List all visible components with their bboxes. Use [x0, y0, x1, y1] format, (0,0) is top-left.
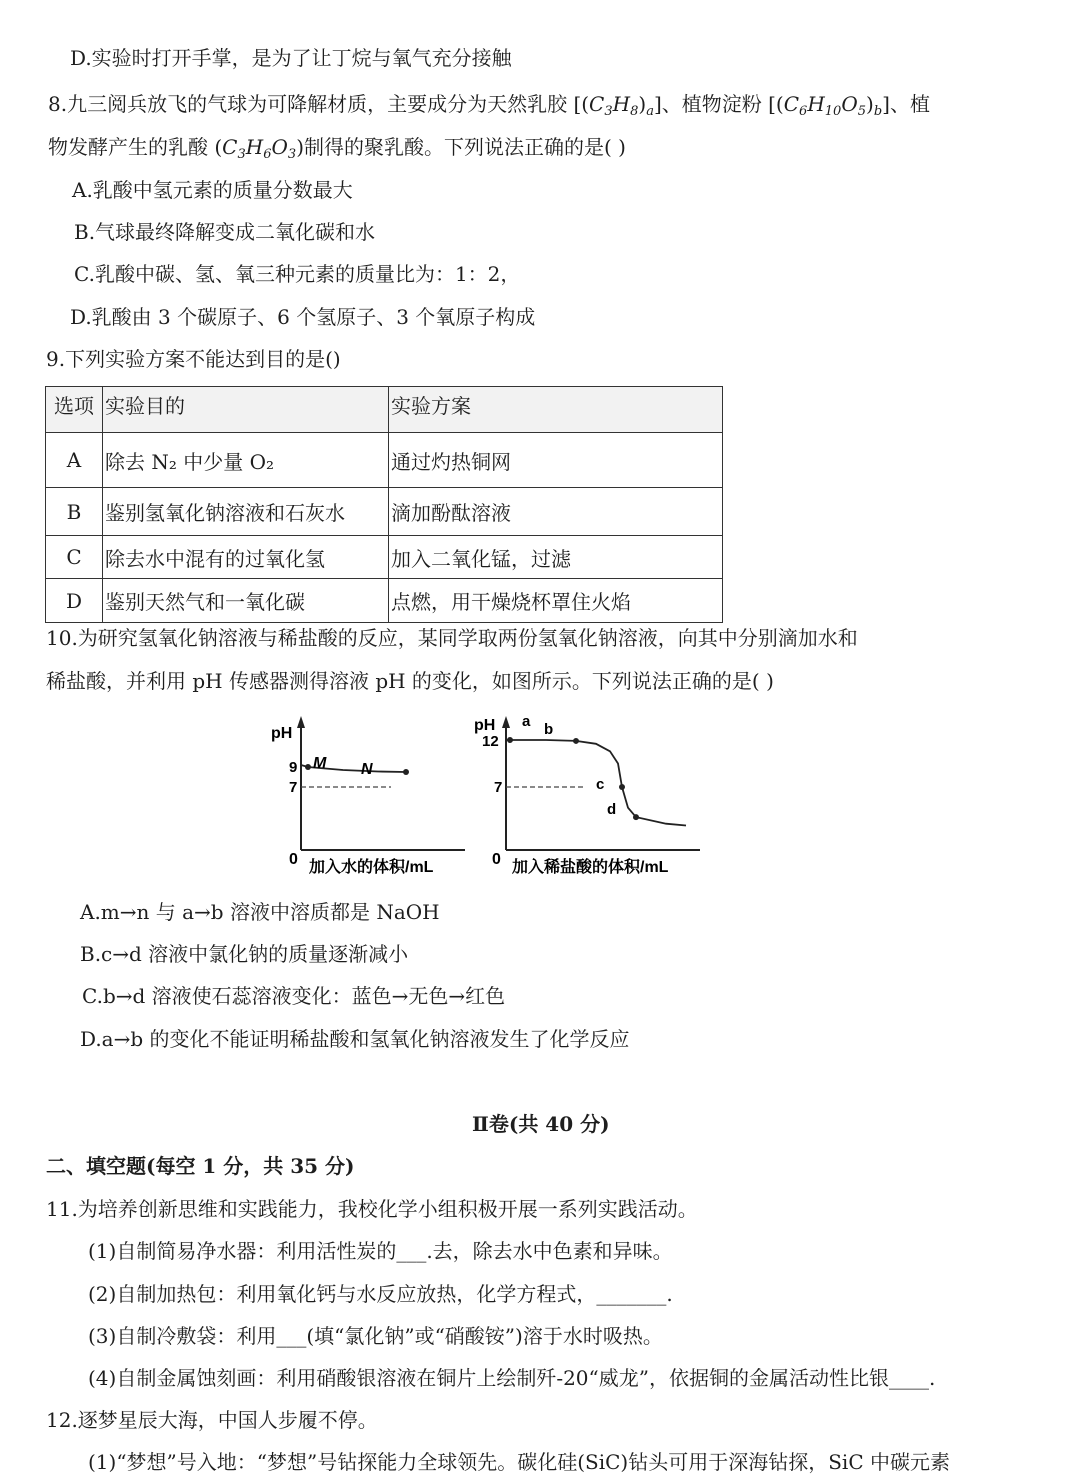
q10-stem-line1: 10.为研究氢氧化钠溶液与稀盐酸的反应，某同学取两份氢氧化钠溶液，向其中分别滴加水和 [46, 626, 858, 650]
row-d-plan: 点燃，用干燥烧杯罩住火焰 [389, 579, 723, 623]
point-m [305, 764, 311, 770]
q11-item-3: (3)自制冷敷袋：利用___(填“氯化钠”或“硝酸铵”)溶于水时吸热。 [88, 1324, 663, 1348]
point-d [633, 814, 639, 820]
row-c-purpose: 除去水中混有的过氧化氢 [103, 536, 389, 579]
q10-option-c: C.b→d 溶液使石蕊溶液变化：蓝色→无色→红色 [82, 984, 506, 1008]
q11-item-4: (4)自制金属蚀刻画：利用硝酸银溶液在铜片上绘制歼-20“威龙”，依据铜的金属活动性比银____. [88, 1366, 936, 1390]
origin-label: 0 [492, 851, 501, 868]
label-d: d [607, 801, 617, 818]
y-axis-arrow [502, 716, 510, 728]
q10-option-d: D.a→b 的变化不能证明稀盐酸和氢氧化钠溶液发生了化学反应 [80, 1027, 630, 1051]
point-a [507, 737, 513, 743]
row-b-plan: 滴加酚酞溶液 [389, 488, 723, 536]
q11-item-1: (1)自制简易净水器：利用活性炭的___.去，除去水中色素和异味。 [88, 1239, 673, 1263]
q11-stem: 11.为培养创新思维和实践能力，我校化学小组积极开展一系列实践活动。 [46, 1197, 698, 1221]
header-purpose: 实验目的 [103, 387, 389, 433]
row-a-plan: 通过灼热铜网 [389, 433, 723, 488]
section-heading: 二、填空题(每空 1 分，共 35 分) [46, 1154, 355, 1178]
q8-option-a: A.乳酸中氢元素的质量分数最大 [72, 178, 353, 202]
ph-chart-hcl [460, 710, 720, 882]
q8-option-c: C.乳酸中碳、氢、氧三种元素的质量比为：1：2， [74, 262, 521, 286]
x-axis-label: 加入稀盐酸的体积/mL [512, 859, 669, 876]
table-row [46, 488, 723, 536]
origin-label: 0 [289, 851, 298, 868]
y-tick-9: 9 [289, 759, 298, 776]
row-b-option: B [46, 488, 103, 536]
q9-stem: 9.下列实验方案不能达到目的是() [46, 347, 341, 371]
label-m: M [313, 755, 327, 772]
table-row [46, 579, 723, 623]
q9-table [45, 386, 723, 623]
q8-stem-line2: 物发酵产生的乳酸 $(C_3H_6O_3)$制得的聚乳酸。下列说法正确的是( ) [48, 135, 626, 162]
q10-stem-line2: 稀盐酸，并利用 pH 传感器测得溶液 pH 的变化，如图所示。下列说法正确的是( ) [46, 669, 774, 693]
table-header-row [46, 387, 723, 433]
q8-option-d: D.乳酸由 3 个碳原子、6 个氢原子、3 个氧原子构成 [70, 305, 536, 329]
q10-option-a: A.m→n 与 a→b 溶液中溶质都是 NaOH [80, 900, 440, 924]
table-row [46, 536, 723, 579]
q10-option-b: B.c→d 溶液中氯化钠的质量逐渐减小 [80, 942, 409, 966]
label-n: N [361, 761, 373, 778]
row-c-plan: 加入二氧化锰，过滤 [389, 536, 723, 579]
point-c [619, 784, 625, 790]
q11-item-2: (2)自制加热包：利用氧化钙与水反应放热，化学方程式，_______. [88, 1282, 673, 1306]
row-a-option: A [46, 433, 103, 488]
y-axis-label: pH [474, 717, 496, 734]
table-row [46, 433, 723, 488]
label-b: b [544, 721, 554, 738]
point-n [403, 769, 409, 775]
label-a: a [522, 713, 531, 730]
y-axis-label: pH [271, 725, 293, 742]
y-tick-12: 12 [482, 733, 499, 750]
row-b-purpose: 鉴别氢氧化钠溶液和石灰水 [103, 488, 389, 536]
ph-chart-water [255, 712, 485, 882]
q8-stem-line1: 8.九三阅兵放飞的气球为可降解材质，主要成分为天然乳胶 $[(C_3H_8)_a]$、植物淀粉 $[(C_6H_{10}O_5)_b]$、植 [48, 92, 930, 119]
q8-option-b: B.气球最终降解变成二氧化碳和水 [74, 220, 376, 244]
y-tick-7: 7 [494, 779, 503, 796]
y-axis-arrow [297, 716, 305, 728]
header-option: 选项 [46, 387, 103, 433]
label-c: c [596, 776, 605, 793]
q12-stem: 12.逐梦星辰大海，中国人步履不停。 [46, 1408, 378, 1432]
q7-option-d: D.实验时打开手掌，是为了让丁烷与氧气充分接触 [70, 46, 512, 70]
header-plan: 实验方案 [389, 387, 723, 433]
row-d-option: D [46, 579, 103, 623]
x-axis-label: 加入水的体积/mL [309, 859, 434, 876]
part2-title: Ⅱ卷(共 40 分) [472, 1112, 610, 1136]
q12-item-1: (1)“梦想”号入地：“梦想”号钻探能力全球领先。碳化硅(SiC)钻头可用于深海钻探，SiC 中碳元素 [88, 1450, 950, 1474]
row-c-option: C [46, 536, 103, 579]
row-a-purpose: 除去 N₂ 中少量 O₂ [103, 433, 389, 488]
y-tick-7: 7 [289, 779, 298, 796]
row-d-purpose: 鉴别天然气和一氧化碳 [103, 579, 389, 623]
point-b [573, 738, 579, 744]
